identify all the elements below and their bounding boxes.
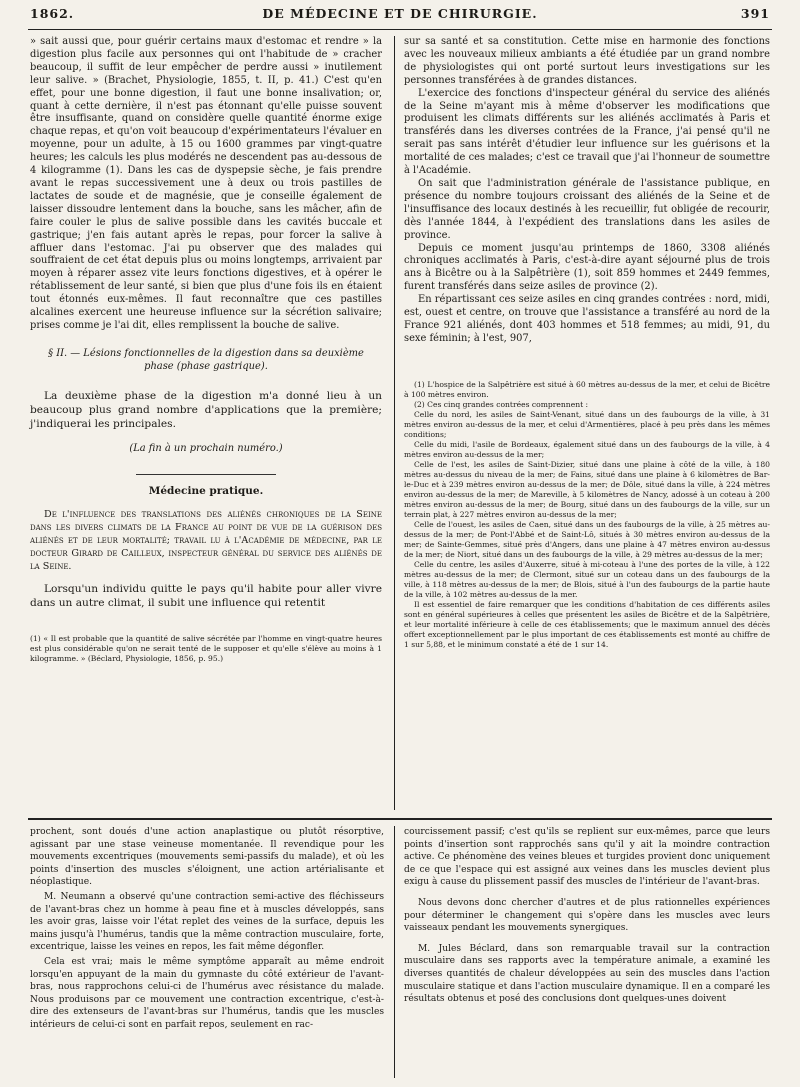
paragraph: M. Neumann a observé qu'une contraction semi-active des fléchisseurs de l'avant-bras chez un homme à peau fine et à muscles développés, sans les avoir gras, laisse voir l'état replet des veines de la surface, depuis les mains jusqu'à l'humérus, tandis que la même contraction musculaire, forte, excentrique, laisse les veines en repos, les fait même dégonfler.: [30, 891, 384, 953]
footnote-item: Celle de l'ouest, les asiles de Caen, situé dans un des faubourgs de la ville, à 25 mètres au-dessus de la mer; de Pont-l'Abbé et de Saint-Lô, situés à 30 mètres environ au-dessus de la mer; de Sainte-Gemmes, situé près d'Angers, dans une plaine à 47 mètres environ au-dessus de la mer; de Niort, situé dans un des faubourgs de la ville, à 29 mètres au-dessus de la mer;: [404, 519, 770, 559]
paragraph: » sait aussi que, pour guérir certains maux d'estomac et rendre » la digestion plus facile aux personnes qui ont l'habitude de » cracher beaucoup, il suffit de leur empêcher de perdre aussi » inutilement leur salive. » (Brachet, Physiologie, 1855, t. II, p. 41.) C'est qu'en effet, pour une bonne digestion, il faut une bonne insalivation; or, quant à cette dernière, il n'est pas étonnant qu'elle puisse souvent être insuffisante, quand on considère quelle quantité énorme exige chaque repas, et qu'on voit beaucoup d'expérimentateurs l'évaluer en moyenne, pour un adulte, à 15 ou 1600 grammes par vingt-quatre heures; les calculs les plus modérés ne descendent pas au-dessous de 4 kilogramme (1). Dans les cas de dyspepsie sèche, je fais prendre avant le repas successivement une à deux ou trois pastilles de lactates de soude et de magnésie, que je conseille également de laisser dissoudre lentement dans la bouche, sans les mâcher, afin de faire couler le plus de salive possible dans les cavités buccale et gastrique; j'en fais autant après le repas, pour forcer la salive à affluer dans l'estomac. J'ai pu observer que des malades qui souffraient de cet état depuis plus ou moins longtemps, arrivaient par moyen à réparer assez vite leurs fonctions digestives, et à opérer le rétablissement de leur santé, si bien que plus d'une fois ils en étaient tout étonnés eux-mêmes. Il faut reconnaître que ces pastilles alcalines exercent une heureuse influence sur la sécrétion salivaire; prises comme je l'ai dit, elles remplissent la bouche de salive.: [30, 36, 382, 331]
page-split-rule: [28, 818, 772, 820]
running-header: [30, 0, 770, 28]
paragraph: courcissement passif; c'est qu'ils se replient sur eux-mêmes, parce que leurs points d'insertion sont rapprochés sans qu'il y ait la moindre contraction active. Ce phénomène des veines bleues et turgides provient donc uniquement de ce que l'espace qui est assigné aux veines dans les muscles devient plus exigu à cause du plissement passif des muscles de l'intérieur de l'avant-bras.: [404, 827, 770, 888]
paragraph: Lorsqu'un individu quitte le pays qu'il habite pour aller vivre dans un autre climat, il subit une influence qui retentit: [30, 582, 382, 609]
paragraph: On sait que l'administration générale de l'assistance publique, en présence du nombre toujours croissant des aliénés de la Seine et de l'insuffisance des locaux destinés à les recueillir, fut obligée de recourir, dès l'année 1844, à l'expédient des translations dans les asiles de province.: [404, 177, 770, 241]
paragraph: M. Jules Béclard, dans son remarquable travail sur la contraction musculaire dans ses rapports avec la température animale, a examiné les diverses quantités de chaleur développées au sein des muscles dans l'action musculaire statique et dans l'action musculaire dynamique. Il en a comparé les résultats obtenus et posé des conclusions dont quelques-unes doivent: [404, 943, 770, 1005]
upper-right-column: [404, 36, 770, 650]
footnote-item: Celle du centre, les asiles d'Auxerre, situé à mi-coteau à l'une des portes de la ville, à 122 mètres au-dessus de la mer; de Clermont, situé sur un coteau dans un des faubourgs de la ville, à 118 mètres au-dessus de la mer; de Blois, situé à l'un des faubourgs de la partie haute de la ville, à 102 mètres au-dessus de la mer.: [404, 559, 770, 599]
article-section-title: Médecine pratique.: [148, 484, 264, 497]
footnote-item: (2) Ces cinq grandes contrées comprennent :: [414, 399, 589, 409]
paragraph: Nous devons donc chercher d'autres et de plus rationnelles expériences pour déterminer le changement qui s'opère dans les muscles avec leurs vaisseaux pendant les mouvements synergiques.: [404, 897, 770, 934]
footnote: [30, 634, 382, 664]
page-number: 391: [740, 6, 770, 21]
lower-left-column: [30, 826, 384, 1032]
paragraph: sur sa santé et sa constitution. Cette mise en harmonie des fonctions avec les nouveaux milieux ambiants a été étudiée par un grand nombre de physiologistes qui ont porté surtout leurs investigations sur les personnes transférées à de grandes distances.: [404, 36, 770, 86]
section-divider: [136, 474, 276, 475]
header-year: 1862.: [30, 6, 75, 21]
footnote-item: Celle du nord, les asiles de Saint-Venant, situé dans un des faubourgs de la ville, à 31 mètres environ au-dessus de la mer, et celui d'Armentières, placé à peu près dans les mêmes conditions;: [404, 409, 770, 439]
footnotes: [404, 380, 770, 650]
paragraph: La deuxième phase de la digestion m'a donné lieu à un beaucoup plus grand nombre d'applications que la première; j'indiquerai les principales.: [30, 389, 382, 430]
footnote-text: (1) « Il est probable que la quantité de salive sécrétée par l'homme en vingt-quatre heures est plus considérable qu'on ne serait tenté de le supposer et qu'elle s'élève au moins à 1 kilogramme. » (Béclard, Physiologie, 1856, p. 95.): [30, 633, 382, 663]
paragraph: En répartissant ces seize asiles en cinq grandes contrées : nord, midi, est, ouest et centre, on trouve que l'assistance a transféré au nord de la France 921 aliénés, dont 403 hommes et 518 femmes; au midi, 91, du sexe féminin; à l'est, 907,: [404, 294, 770, 344]
section-heading: § II. — Lésions fonctionnelles de la digestion dans sa deuxième phase (phase gastrique).: [48, 347, 364, 372]
paragraph: L'exercice des fonctions d'inspecteur général du service des aliénés de la Seine m'ayant mis à même d'observer les modifications que produisent les climats différents sur les aliénés acclimatés à Paris et transférés dans les diverses contrées de la France, j'ai pensé qu'il ne serait pas sans intérêt d'étudier leur influence sur les guérisons et la mortalité de ces malades; c'est ce travail que j'ai l'honneur de soumettre à l'Académie.: [404, 87, 770, 177]
header-journal-title: DE MÉDECINE ET DE CHIRURGIE.: [262, 6, 538, 21]
footnote-item: (1) L'hospice de la Salpêtrière est situé à 60 mètres au-dessus de la mer, et celui de Bicêtre à 100 mètres environ.: [404, 379, 770, 399]
lower-right-column: [404, 826, 770, 1006]
footnote-item: Il est essentiel de faire remarquer que les conditions d'habitation de ces différents asiles sont en général supérieures à celles que présentent les asiles de Bicêtre et de la Salpêtrière, et leur mortalité inférieure à celle de ces établissements; que le maximum annuel des décès offert exceptionnellement par le plus important de ces établissements est monté au chiffre de 1 sur 5,88, et le minimum constaté a été de 1 sur 14.: [404, 599, 770, 649]
footnote-item: Celle du midi, l'asile de Bordeaux, également situé dans un des faubourgs de la ville, à 4 mètres environ au-dessus de la mer;: [404, 439, 770, 459]
continuation-note: (La fin à un prochain numéro.): [129, 442, 283, 454]
paragraph: Depuis ce moment jusqu'au printemps de 1860, 3308 aliénés chroniques acclimatés à Paris, c'est-à-dire ayant séjourné plus de trois ans à Bicêtre ou à la Salpêtrière (1), soit 859 hommes et 2449 femmes, furent transférés dans seize asiles de province (2).: [404, 242, 770, 293]
footnote-item: Celle de l'est, les asiles de Saint-Dizier, situé dans une plaine à côté de la ville, à 180 mètres au-dessus du niveau de la mer; de Fains, situé dans une plaine à 6 kilomètres de Bar-le-Duc et à 239 mètres environ au-dessus de la mer; de Dôle, situé dans la ville, à 224 mètres environ au-dessus de la mer; de Mareville, à 5 kilomètres de Nancy, adossé à un coteau à 200 mètres environ au-dessus de la mer; de Bourg, situé dans un des faubourgs de la ville, sur un terrain plat, à 227 mètres environ au-dessus de la mer;: [404, 459, 770, 519]
column-separator: [394, 36, 395, 810]
column-separator: [394, 826, 395, 1078]
paragraph: prochent, sont doués d'une action anaplastique ou plutôt résorptive, agissant par une stase veineuse momentanée. Il revendique pour les mouvements excentriques (mouvements semi-passifs du malade), et où les points d'insertion des muscles s'éloignent, une action artérialisante et néoplastique.: [30, 827, 384, 888]
paragraph: Cela est vrai; mais le même symptôme apparaît au même endroit lorsqu'en appuyant de la main du gymnaste du côté extérieur de l'avant-bras, nous rapprochons celui-ci de l'humérus avec résistance du malade. Nous produisons par ce mouvement une contraction excentrique, c'est-à-dire des extenseurs de l'avant-bras sur l'humérus, tandis que les muscles intérieurs de celui-ci sont en parfait repos, seulement en rac-: [30, 956, 384, 1030]
header-rule: [28, 29, 772, 30]
upper-left-column: [30, 36, 382, 664]
article-intro: De l'influence des translations des aliénés chroniques de la Seine dans les divers climats de la France au point de vue de la guérison des aliénés et de leur mortalité; travail lu à l'Académie de médecine, par le docteur Girard de Cailleux, inspecteur général du service des aliénés de la Seine.: [30, 508, 382, 573]
